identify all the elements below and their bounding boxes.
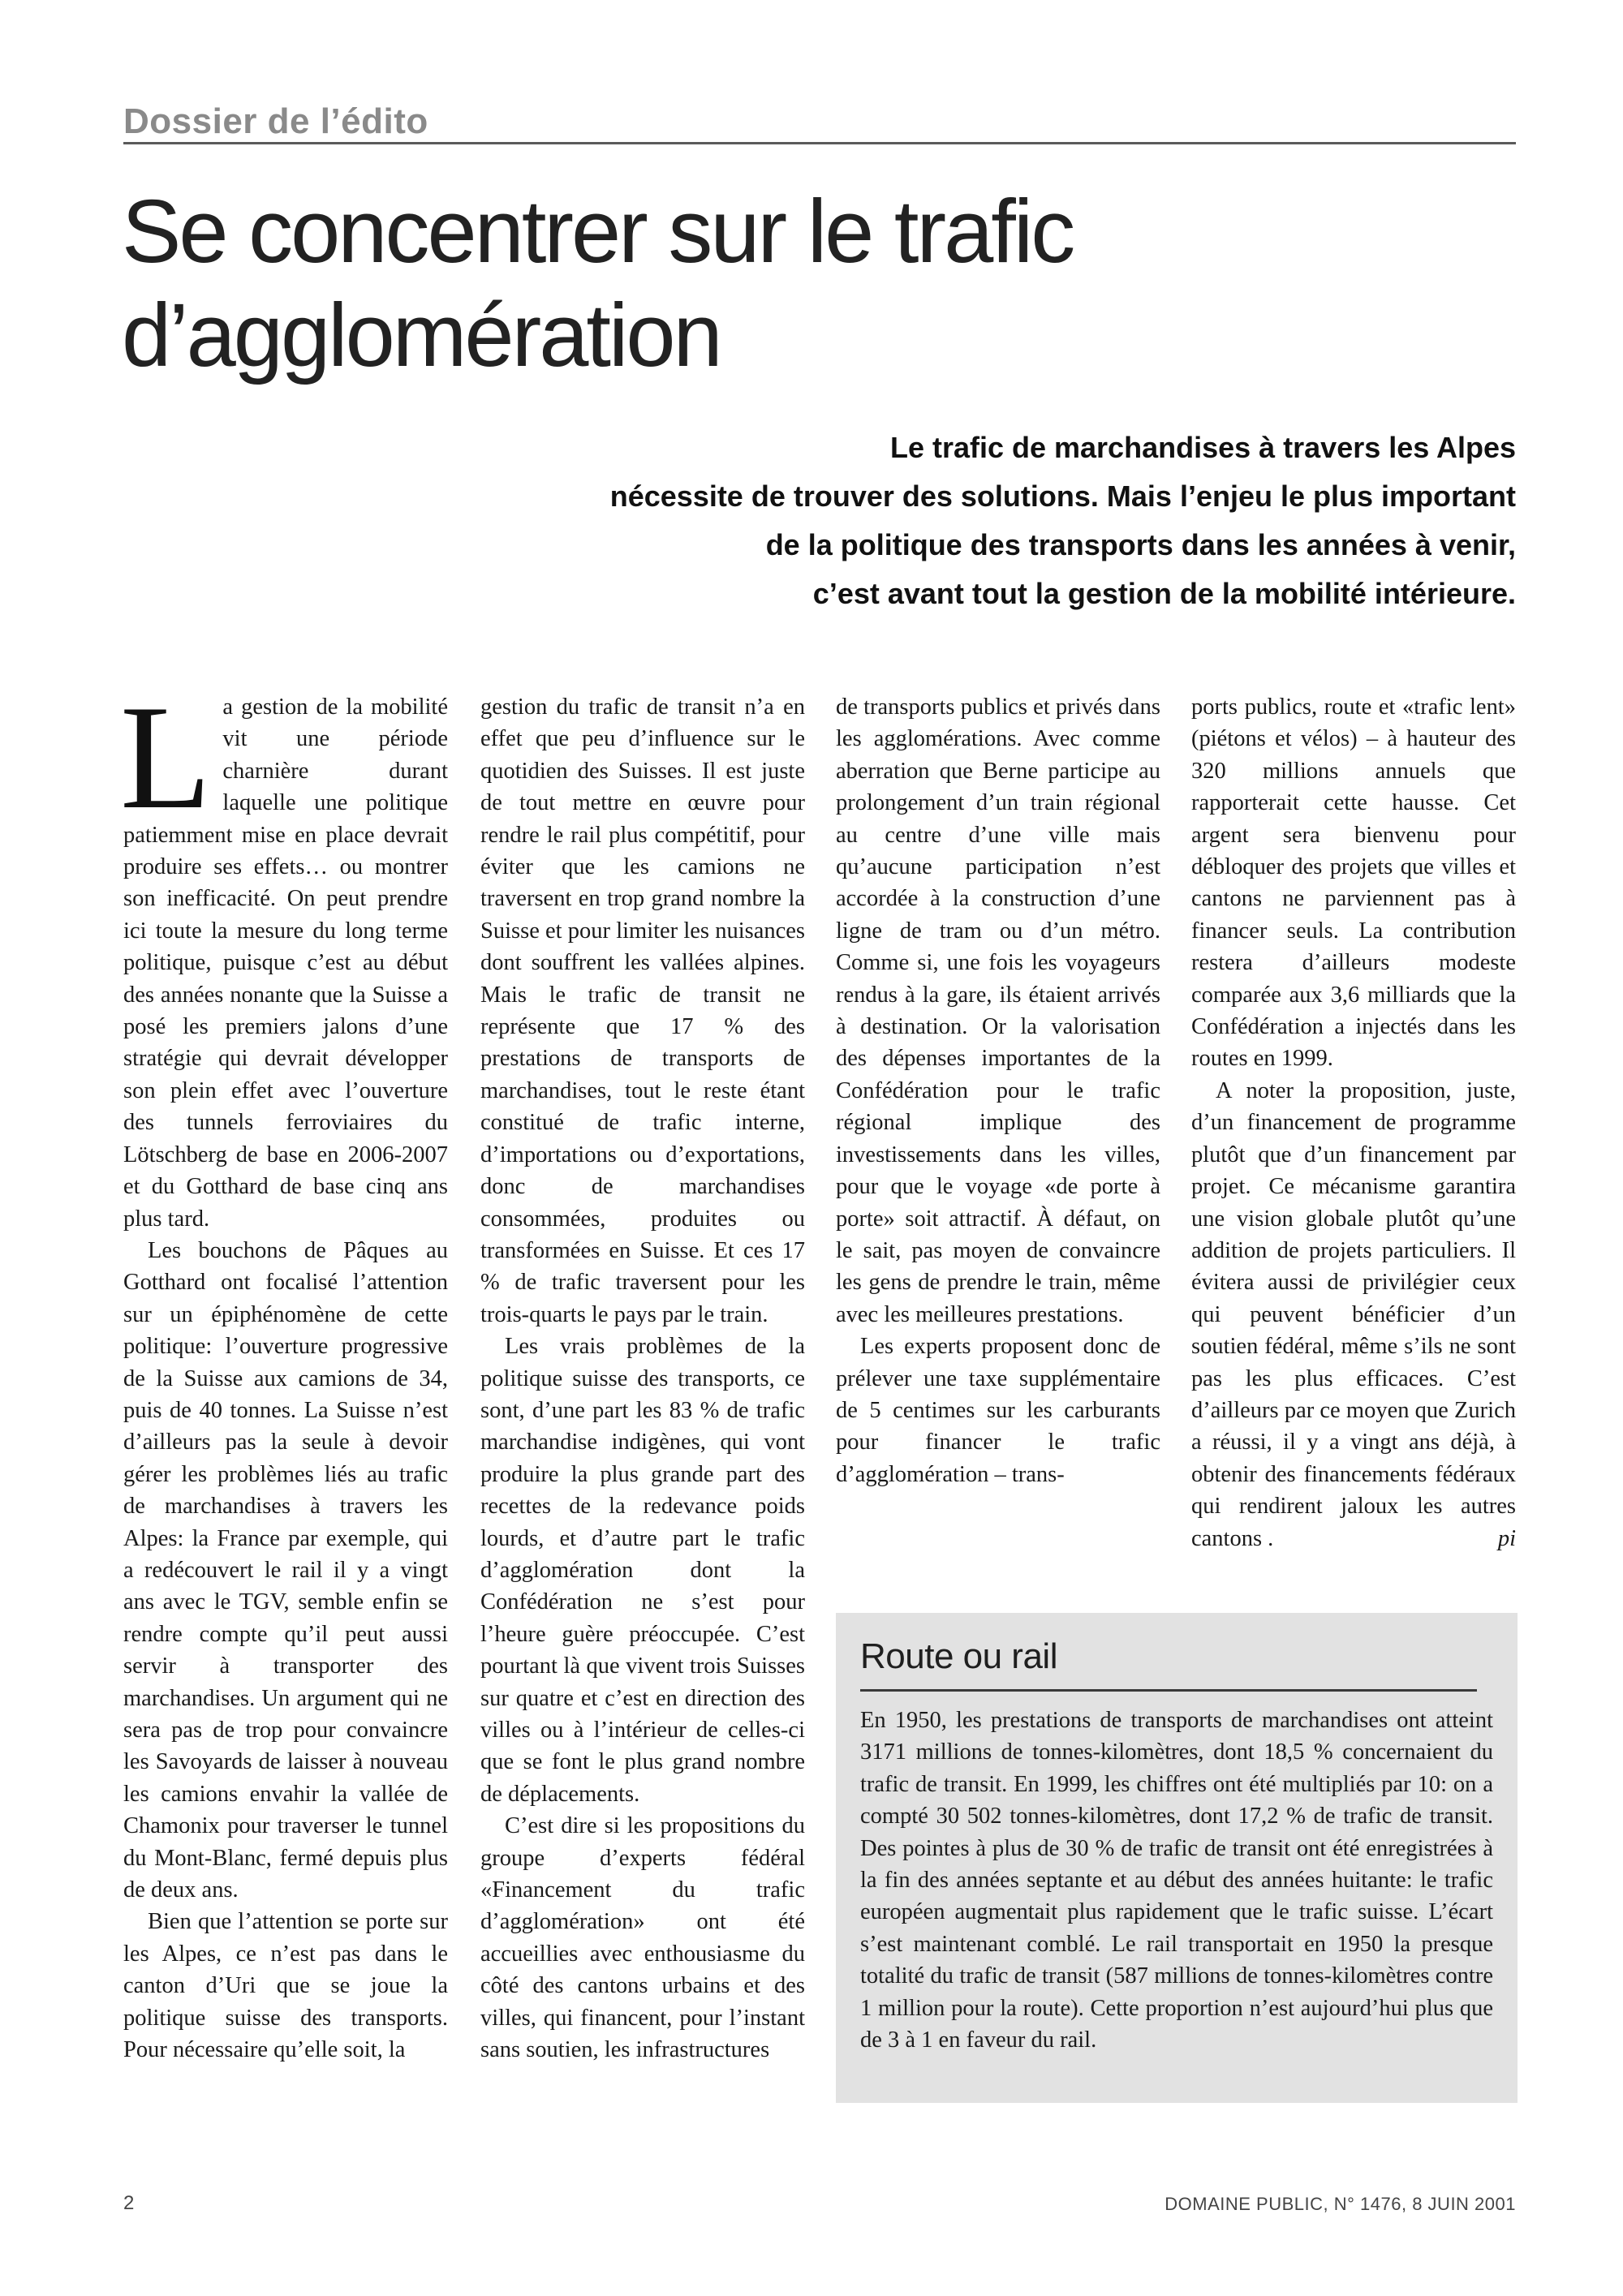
article-paragraph-continued: ports publics, route et «trafic lent» (piétons et vélos) – à hauteur des 320 millions annuels que rapporterait cette hausse. Cet argent sera bienvenu pour débloquer des projets que villes et cantons ne parviennent pas à financer seuls. La contribution restera d’ailleurs modeste comparée aux 3,6 milliards que la Confédération a injectés dans les routes en 1999.	[1191, 694, 1516, 1072]
publication-info: DOMAINE PUBLIC, N° 1476, 8 JUIN 2001	[1165, 2194, 1516, 2214]
section-rule	[123, 142, 1516, 144]
article-paragraph: Les vrais problèmes de la politique suisse des transports, ce sont, d’une part les 83 % de trafic marchandise indigènes, qui vont produire la plus grande part des recettes de la redevance poids lourds, et d’autre part le trafic d’agglomération dont la Confédération ne s’est pour l’heure guère préoccupée. C’est pourtant là que vivent trois Suisses sur quatre et c’est en direction des villes ou à l’intérieur de celles-ci que se font le plus grand nombre de déplacements.	[480, 1334, 805, 1807]
article-paragraph: C’est dire si les propositions du groupe d’experts fédéral «Financement du trafic d’agglomération» ont été accueillies avec enthousiasme du côté des cantons urbains et des villes, qui financent, pour l’instant sans soutien, les infrastructures	[480, 1813, 805, 2063]
sidebar-text: En 1950, les prestations de transports de marchandises ont atteint 3171 millions de tonnes-kilomètres, dont 18,5 % concernaient du trafic de transit. En 1999, les chiffres ont été multipliés par 10: on a compté 30 502 tonnes-kilomètres, dont 17,2 % de trafic de transit. Des pointes à plus de 30 % de trafic de transit ont été enregistrées à la fin des années septante et au début des années huitante: le trafic européen augmentait plus rapidement que le trafic suisse. L’écart s’est maintenant comblé. Le rail transportait en 1950 la presque totalité du trafic de transit (587 millions de tonnes-kilomètres contre 1 million pour la route). Cette proportion n’est aujourd’hui plus que de 3 à 1 en faveur du rail.	[860, 1708, 1493, 2053]
author-signature: pi	[1497, 1525, 1516, 1551]
article-paragraph	[1191, 1075, 1516, 1554]
title-line-2: d’agglomération	[122, 286, 721, 385]
paragraph-text: a gestion de la mobilité vit une période charnière durant laquelle une politique patiemment mise en place devrait produire ses effets… ou montrer son inefficacité. On peut prendre ici toute la mesure du long terme politique, puisque c’est au début des années nonante que la Suisse a posé les premiers jalons d’une stratégie qui devrait développer son plein effet avec l’ouverture des tunnels ferroviaires du Lötschberg de base en 2006-2007 et du Gotthard de base cinq ans plus tard.	[123, 694, 448, 1232]
lead-line-4: c’est avant tout la gestion de la mobilité intérieure.	[812, 577, 1516, 610]
lead-line-1: Le trafic de marchandises à travers les Alpes	[889, 431, 1516, 464]
article-paragraph: Les bouchons de Pâques au Gotthard ont focalisé l’attention sur un épiphénomène de cette politique: l’ouverture progressive de la Suisse aux camions de 34, puis de 40 tonnes. La Suisse n’est d’ailleurs pas la seule à devoir gérer les problèmes liés au trafic de marchandises à travers les Alpes: la France par exemple, qui a redécouvert le rail il y a vingt ans avec le TGV, semble enfin se rendre compte qu’il peut aussi servir à transporter des marchandises. Un argument qui ne sera pas de trop pour convaincre les Savoyards de laisser à nouveau les camions envahir la vallée de Chamonix pour traverser le tunnel du Mont-Blanc, fermé depuis plus de deux ans.	[123, 1237, 448, 1903]
paragraph-text: A noter la proposition, juste, d’un financement de programme plutôt que d’un financement par projet. Ce mécanisme garantira une vision globale plutôt qu’une addition de projets particuliers. Il évitera aussi de privilégier ceux qui peuvent bénéficier d’un soutien fédéral, même s’ils ne sont pas les plus efficaces. C’est d’ailleurs par ce moyen que Zurich a réussi, il y a vingt ans déjà, à obtenir des financements fédéraux qui rendirent jaloux les autres cantons .	[1191, 1077, 1516, 1551]
lead-line-2: nécessite de trouver des solutions. Mais l’enjeu le plus important	[609, 479, 1516, 513]
sidebar-box	[836, 1613, 1518, 2103]
page-number: 2	[123, 2192, 135, 2214]
article-paragraph-continued: gestion du trafic de transit n’a en effet que peu d’influence sur le quotidien des Suisses. Il est juste de tout mettre en œuvre pour rendre le rail plus compétitif, pour éviter que les camions ne traversent en trop grand nombre la Suisse et pour limiter les nuisances dont souffrent les vallées alpines. Mais le trafic de transit ne représente que 17 % des prestations de transports de marchandises, tout le reste étant constitué de trafic interne, d’importations ou d’exportations, donc de marchandises consommées, produites ou transformées en Suisse. Et ces 17 % de trafic traversent pour les trois-quarts le pays par le train.	[480, 694, 805, 1327]
article-paragraph: Les experts proposent donc de prélever une taxe supplémentaire de 5 centimes sur les carburants pour financer le trafic d’agglomération – trans-	[836, 1334, 1160, 1487]
article-column-3	[836, 691, 1160, 1490]
drop-cap: L	[120, 674, 212, 840]
section-label: Dossier de l’édito	[123, 101, 428, 141]
article-column-1	[120, 674, 448, 2066]
lead-line-3: de la politique des transports dans les années à venir,	[765, 528, 1516, 561]
article-column-2	[480, 691, 805, 2066]
article-paragraph-continued: de transports publics et privés dans les agglomérations. Avec comme aberration que Berne participe au prolongement d’un train régional au centre d’une ville mais qu’aucune participation n’est accordée à la construction d’une ligne de tram ou d’un métro. Comme si, une fois les voyageurs rendus à la gare, ils étaient arrivés à destination. Or la valorisation des dépenses importantes de la Confédération pour le trafic régional implique des investissements dans les villes, pour que le voyage «de porte à porte» soit attractif. À défaut, on le sait, pas moyen de convaincre les gens de prendre le train, même avec les meilleures prestations.	[836, 694, 1160, 1327]
sidebar-title: Route ou rail	[860, 1639, 1477, 1692]
article-paragraph: Bien que l’attention se porte sur les Alpes, ce n’est pas dans le canton d’Uri que se joue la politique suisse des transports. Pour nécessaire qu’elle soit, la	[123, 1909, 448, 2063]
lead-paragraph	[349, 424, 1516, 618]
article-paragraph	[120, 674, 448, 1235]
title-line-1: Se concentrer sur le trafic	[122, 182, 1074, 282]
article-title	[122, 180, 1501, 388]
article-column-4	[1191, 691, 1516, 1554]
